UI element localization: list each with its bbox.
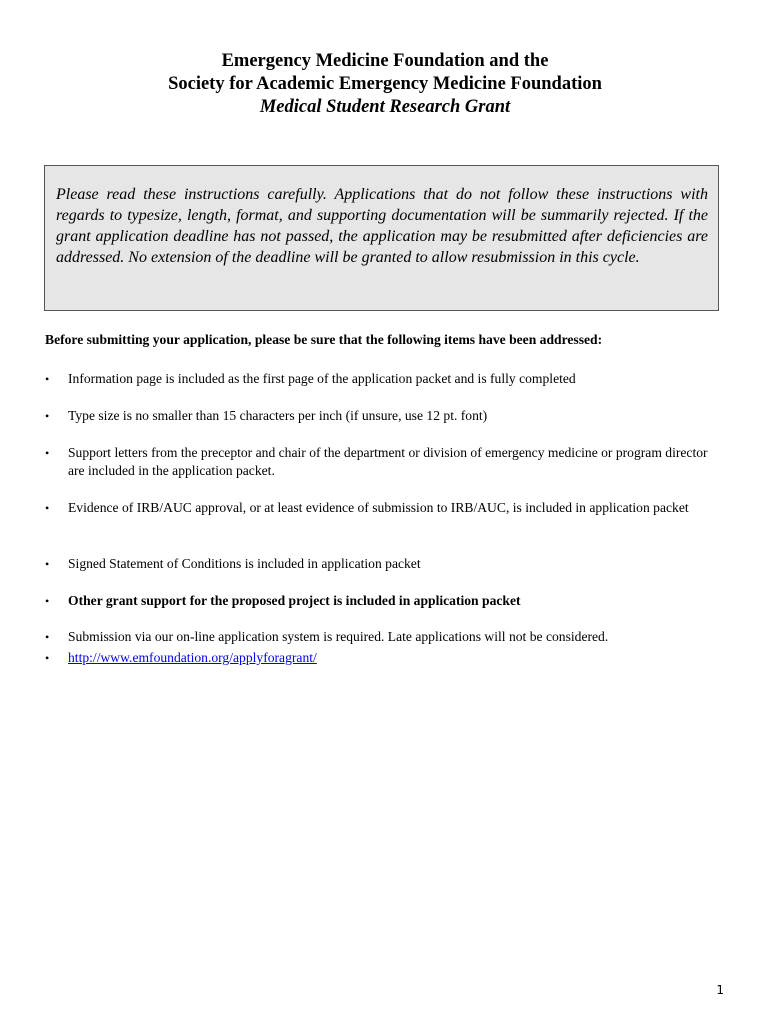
checklist-item-text: Submission via our on-line application system is required. Late applications will not be considered.: [68, 629, 609, 644]
checklist-item-text: Information page is included as the first page of the application packet and is fully completed: [68, 371, 576, 386]
checklist-item: [45, 649, 725, 667]
checklist-item-text: Other grant support for the proposed project is included in application packet: [68, 593, 521, 608]
checklist-item-text: Support letters from the preceptor and chair of the department or division of emergency medicine or program director are included in the application packet.: [68, 445, 708, 478]
checklist-item-text: Type size is no smaller than 15 characters per inch (if unsure, use 12 pt. font): [68, 408, 488, 423]
checklist-item: [45, 444, 725, 480]
header-subtitle: Medical Student Research Grant: [259, 97, 511, 117]
checklist-item: [45, 407, 725, 425]
checklist-item-text: Signed Statement of Conditions is included in application packet: [68, 556, 421, 571]
document-header: [0, 50, 770, 119]
checklist-item: [45, 555, 725, 573]
page-number: 1: [716, 983, 724, 997]
instructions-notice-box: [44, 165, 719, 311]
checklist-intro: Before submitting your application, please be sure that the following items have been addressed:: [45, 332, 603, 347]
bullet-icon: •: [45, 446, 50, 460]
checklist-item-text: Evidence of IRB/AUC approval, or at least evidence of submission to IRB/AUC, is included in application packet: [68, 500, 689, 515]
bullet-icon: •: [45, 651, 50, 665]
bullet-icon: •: [45, 372, 50, 386]
checklist-item: [45, 370, 725, 388]
checklist-item: [45, 592, 725, 610]
bullet-icon: •: [45, 630, 50, 644]
checklist-item: [45, 499, 725, 517]
bullet-icon: •: [45, 557, 50, 571]
bullet-icon: •: [45, 409, 50, 423]
instructions-notice-text: Please read these instructions carefully. Applications that do not follow these instructions with regards to typesize, length, format, and supporting documentation will be summarily rejected. If the grant application deadline has not passed, the application may be resubmitted after deficiencies are addressed. No extension of the deadline will be granted to allow resubmission in this cycle.: [56, 186, 708, 266]
header-title-line-2: Society for Academic Emergency Medicine Foundation: [168, 74, 602, 94]
bullet-icon: •: [45, 594, 50, 608]
apply-for-grant-link[interactable]: http://www.emfoundation.org/applyforagrant/: [68, 650, 317, 665]
header-title-line-1: Emergency Medicine Foundation and the: [221, 51, 549, 71]
bullet-icon: •: [45, 501, 50, 515]
checklist-item: [45, 628, 725, 646]
